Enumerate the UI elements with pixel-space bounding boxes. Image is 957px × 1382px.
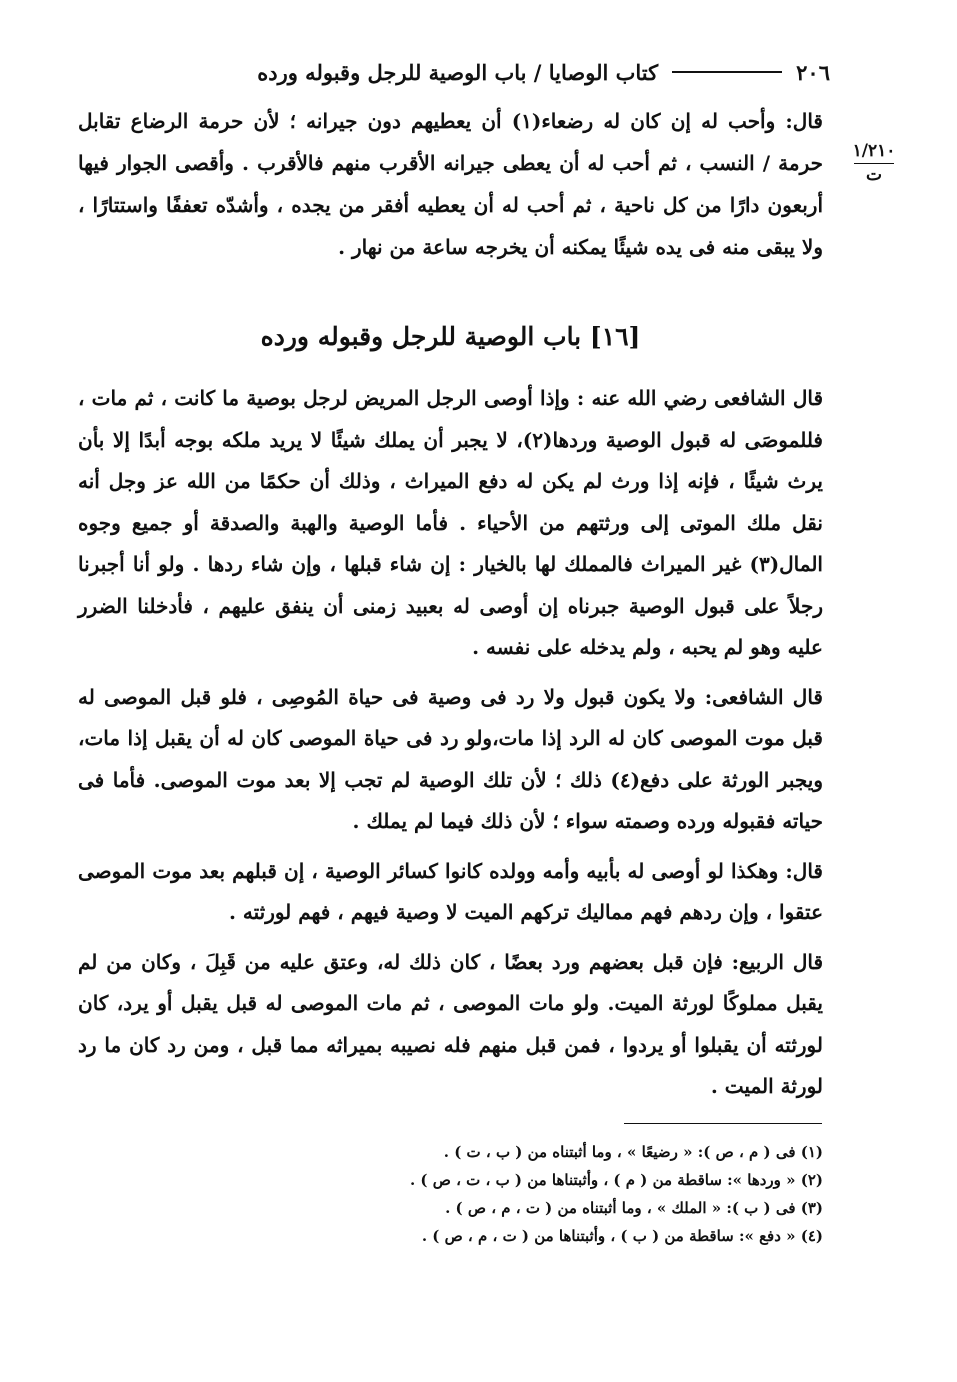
running-title: كتاب الوصايا / باب الوصية للرجل وقبوله ورده <box>257 59 659 85</box>
intro-paragraph <box>78 100 823 276</box>
main-text <box>78 378 823 1116</box>
paragraph-text: ولا يكون قبول ولا رد فى وصية فى حياة المُوصِى ، فلو قبل الموصى له قبل موت الموصى كان له الرد إذا مات،ولو رد فى حياة الموصى كان له أن يقبل إذا مات، ويجبر الورثة على دفع(٤) ذلك ؛ لأن تلك الوصية لم تجب إلا بعد موت الموصى. فأما فى حياته فقبوله ورده وصمته سواء ؛ لأن ذلك فيما لم يملك . <box>78 684 823 833</box>
paragraph <box>78 677 823 843</box>
paragraph-lead: قال: <box>785 858 823 883</box>
section-title: [١٦] باب الوصية للرجل وقبوله ورده <box>260 322 641 351</box>
paragraph-lead: قال الشافعى: <box>704 684 823 709</box>
marginal-ref-letter: ت <box>865 165 882 185</box>
page-number: ٢٠٦ <box>796 59 830 85</box>
paragraph <box>78 851 823 934</box>
footnote: (٤) « دفع »: ساقطة من ( ب ) ، وأثبتناها من ( ت ، م ، ص ) . <box>421 1227 823 1245</box>
paragraph <box>78 942 823 1108</box>
paragraph-lead: قال الربيع: <box>731 949 824 974</box>
running-header <box>70 52 830 92</box>
paragraph <box>78 378 823 669</box>
footnotes <box>78 1138 823 1250</box>
marginal-ref-number: ١/٢١٠ <box>852 141 896 161</box>
paragraph-text: وأحب له إن كان له رضعاء(١) أن يعطيهم دون جيرانه ؛ لأن حرمة الرضاع تقابل حرمة / النسب ، ثم أحب له أن يعطى جيرانه الأقرب منهم فالأقرب . وأقصى الجوار فيها أربعون دارًا من كل ناحية ، ثم أحب له أن يعطيه أفقر من يجده ، وأشدّه تعففًا واستتارًا ، ولا يبقى منه فى يده شيئًا يمكنه أن يخرجه ساعة من نهار . <box>78 109 823 259</box>
footnote: (٣) فى ( ب ): « الملك » ، وما أثبتناه من ( ت ، م ، ص ) . <box>445 1199 823 1217</box>
paragraph-text: فإن قبل بعضهم ورد بعضًا ، كان ذلك له، وعتق عليه من قَبِلَ ، وكان من لم يقبل مملوكًا لورثة الميت. ولو مات الموصى ، ثم مات الموصى له قبل يقبل أو يرد، كان لورثته أن يقبلوا أو يردوا ، فمن قبل منهم فله نصيبه بميراثه مما قبل ، ومن رد كان ما رد لورثة الميت . <box>78 949 823 1098</box>
paragraph-text: وإذا أوصى الرجل المريض لرجل بوصية ما كانت ، ثم مات ، فللموصَى له قبول الوصية وردها(٢)، لا يجبر أن يملك شيئًا لا يريد ملكه بوجه أبدًا إلا بأن يرث شيئًا ، فإنه إذا ورث لم يكن له دفع الميراث ، وذلك أن حكمًا من الله عز وجل أنه نقل ملك الموتى إلى ورثتهم من الأحياء . فأما الوصية والهبة والصدقة أو جميع وجوه المال(٣) غير الميراث فالمملك لها بالخيار : إن شاء قبلها ، وإن شاء ردها . ولو أنا أجبرنا رجلاً على قبول الوصية جبرناه إن أوصى له بعبيد زمنى أن ينفق عليهم ، فأدخلنا الضرر عليه وهو لم يحبه ، ولم يدخله على نفسه . <box>78 386 823 659</box>
paragraph-lead: قال: <box>785 109 823 133</box>
footnote-rule <box>624 1123 822 1124</box>
header-rule <box>672 71 782 73</box>
paragraph-lead: قال الشافعى رضي الله عنه : <box>576 386 824 410</box>
footnote: (٢) « وردها »: ساقطة من ( م ) ، وأثبتناها من ( ب ، ت ، ص ) . <box>409 1171 823 1189</box>
marginal-reference <box>844 140 904 186</box>
paragraph-text: وهكذا لو أوصى له بأبيه وأمه وولده كانوا كسائر الوصية ، إن قبلهم بعد موت الموصى عتقوا ، وإن ردهم فهم مماليك تركهم الميت لا وصية فيهم ، فهم لورثته . <box>78 858 823 924</box>
footnote: (١) فى ( م ، ص ): « رضيعًا » ، وما أثبتناه من ( ب ، ت ) . <box>443 1143 823 1161</box>
